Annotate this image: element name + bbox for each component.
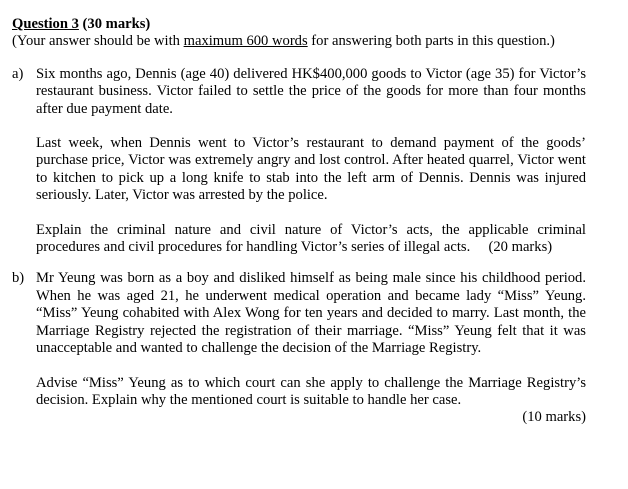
part-a-marks: (20 marks) [488,239,553,256]
part-b-paragraph-2: Advise “Miss” Yeung as to which court can she apply to challenge the Marriage Registry’s decision. Explain why the mentioned court is suitable to handle her case. [36,374,586,408]
part-a-marker: a) [12,65,24,82]
part-b-marker: b) [12,270,25,287]
part-a-task: Explain the criminal nature and civil nature of Victor’s acts, the applicable criminal procedures and civil procedures for handling Victor’s series of illegal acts. [36,221,586,256]
part-a-paragraph-3 [36,222,586,257]
part-b-paragraph-1: Mr Yeung was born as a boy and disliked himself as being male since his childhood period. When he was aged 21, he underwent medical operation and became lady “Miss” Yeung. “Miss” Yeung cohabited with Alex Wong for ten years and decided to marry. Last month, the Marriage Registry rejected the registration of their marriage. “Miss” Yeung felt that it was unacceptable and wanted to challenge the decision of the Marriage Registry. [36,270,586,357]
part-b [12,270,586,426]
instruction-post: for answering both parts in this question.) [307,33,555,50]
part-b-marks: (10 marks) [522,409,586,426]
question-instruction [12,33,586,50]
part-a-paragraph-2: Last week, when Dennis went to Victor’s restaurant to demand payment of the goods’ purchase price, Victor was extremely angry and lost control. After heated quarrel, Victor went to kitchen to pick up a long knife to stab into the left arm of Dennis. Dennis was injured seriously. Later, Victor was arrested by the police. [36,135,586,204]
question-marks: (30 marks) [78,16,151,32]
instruction-word-limit: maximum 600 words [183,33,308,50]
question-number: Question 3 [12,16,79,32]
instruction-pre: (Your answer should be with [12,33,184,50]
question-title [12,16,586,33]
part-a [12,66,586,257]
part-a-paragraph-1: Six months ago, Dennis (age 40) delivered HK$400,000 goods to Victor (age 35) for Victor’s restaurant business. Victor failed to settle the price of the goods for more than four months after due payment date. [36,65,586,117]
